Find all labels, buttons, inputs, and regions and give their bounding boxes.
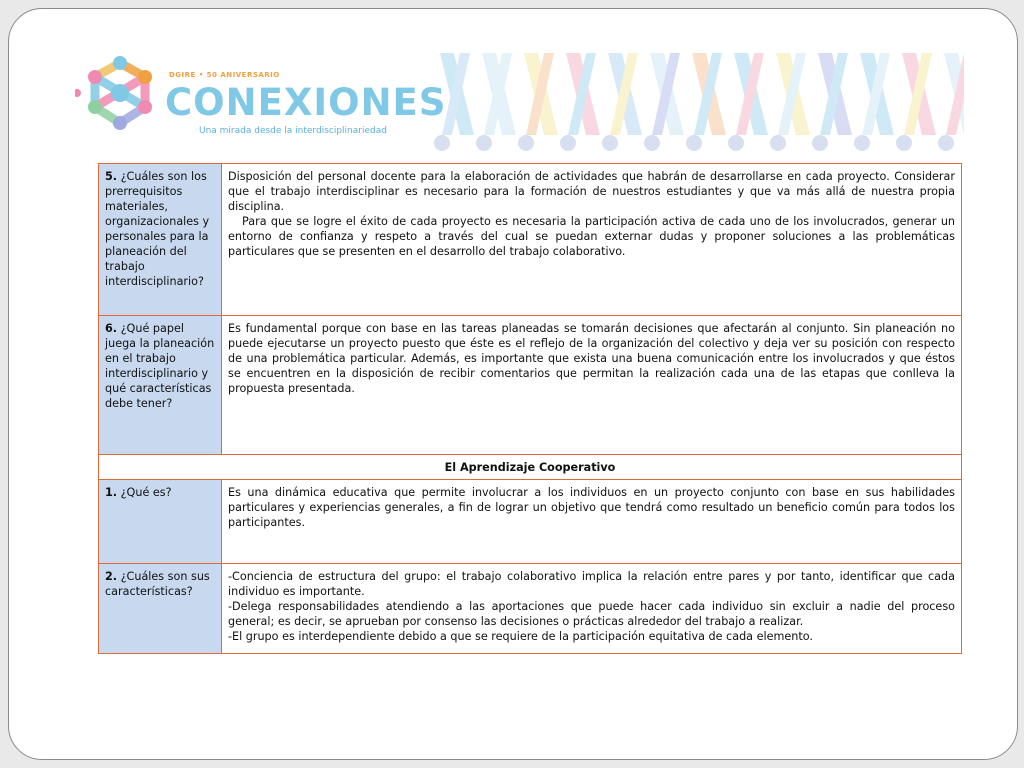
slide xyxy=(8,8,1018,760)
stripe-dot xyxy=(476,135,492,151)
question-text: ¿Qué papel juega la planeación en el trabajo interdisciplinario y qué características debe tener? xyxy=(105,322,215,410)
decorative-stripes xyxy=(424,47,964,157)
question-cell xyxy=(99,316,222,455)
question-text: ¿Qué es? xyxy=(120,486,172,499)
question-cell xyxy=(99,480,222,564)
question-cell xyxy=(99,564,222,654)
logo-super-text: DGIRE • 50 ANIVERSARIO xyxy=(169,71,280,79)
answer-paragraph: Es fundamental porque con base en las tareas planeadas se tomarán decisiones que afectarán al conjunto. Sin planeación no puede ejecutarse un proyecto puesto que éste es el reflejo de la organización del colectivo y deja ver su posición con respecto de una problemática particular. Además, es importante que exista una buena comunicación entre los involucrados y que éstos se encuentren en la disposición de recibir comentarios que permitan la realización cada una de las etapas que conlleva la propuesta presentada. xyxy=(228,322,955,395)
question-text: ¿Cuáles son los prerrequisitos materiales, organizacionales y personales para la planeación del trabajo interdisciplinario? xyxy=(105,170,210,288)
stripe-dot xyxy=(812,135,828,151)
stripe-dot xyxy=(644,135,660,151)
question-number: 6. xyxy=(105,322,118,335)
stripe-dot xyxy=(854,135,870,151)
stripe-dot xyxy=(728,135,744,151)
table-row xyxy=(99,316,962,455)
answer-paragraph: -El grupo es interdependiente debido a que se requiere de la participación equitativa de cada elemento. xyxy=(228,630,813,643)
answer-paragraph: Es una dinámica educativa que permite involucrar a los individuos en un proyecto conjunto con base en sus habilidades particulares y experiencias generales, a fin de lograr un objetivo que tendrá como resultado un beneficio común para todos los participantes. xyxy=(228,486,955,529)
stripe-dot xyxy=(560,135,576,151)
stripe-dot xyxy=(938,135,954,151)
logo-tagline: Una mirada desde la interdisciplinariedad xyxy=(199,126,387,136)
table-row xyxy=(99,564,962,654)
answer-paragraph: -Delega responsabilidades atendiendo a las aportaciones que puede hacer cada individuo sin excluir a nadie del proceso general; es decir, se aprueban por consenso las decisiones o prácticas alrededor del trabajo a realizar. xyxy=(228,600,955,628)
stripe-dot xyxy=(518,135,534,151)
question-text: ¿Cuáles son sus características? xyxy=(105,570,210,598)
stripe-dot xyxy=(686,135,702,151)
stripe-dot xyxy=(896,135,912,151)
question-cell xyxy=(99,164,222,316)
logo-name: CONEXIONES xyxy=(165,81,447,124)
question-number: 5. xyxy=(105,170,118,183)
answer-paragraph: Para que se logre el éxito de cada proyecto es necesaria la participación activa de cada uno de los involucrados, generar un entorno de confianza y respeto a través del cual se puedan externar dudas y proponer soluciones a las problemáticas particulares que se presenten en el desarrollo del trabajo colaborativo. xyxy=(228,215,955,258)
section-row xyxy=(99,455,962,480)
question-number: 2. xyxy=(105,570,118,583)
stripe-dot xyxy=(602,135,618,151)
table-row xyxy=(99,164,962,316)
answer-cell xyxy=(222,316,962,455)
answer-cell xyxy=(222,164,962,316)
answer-paragraph: -Conciencia de estructura del grupo: el trabajo colaborativo implica la relación entre pares y por tanto, identificar que cada individuo es importante. xyxy=(228,570,955,598)
stripe-dot xyxy=(770,135,786,151)
section-title: El Aprendizaje Cooperativo xyxy=(99,455,962,480)
conexiones-logo xyxy=(75,53,447,153)
question-number: 1. xyxy=(105,486,118,499)
planning-table xyxy=(98,163,962,654)
table-row xyxy=(99,480,962,564)
hexagonal-network-logo-icon xyxy=(75,53,165,143)
answer-paragraph: Disposición del personal docente para la elaboración de actividades que habrán de desarrollarse en cada proyecto. Considerar que el trabajo interdisciplinar es necesario para la formación de nuestros estudiantes y que va más allá de nuestra propia disciplina. xyxy=(228,170,955,213)
answer-cell xyxy=(222,480,962,564)
stripe-dot xyxy=(434,135,450,151)
answer-cell xyxy=(222,564,962,654)
